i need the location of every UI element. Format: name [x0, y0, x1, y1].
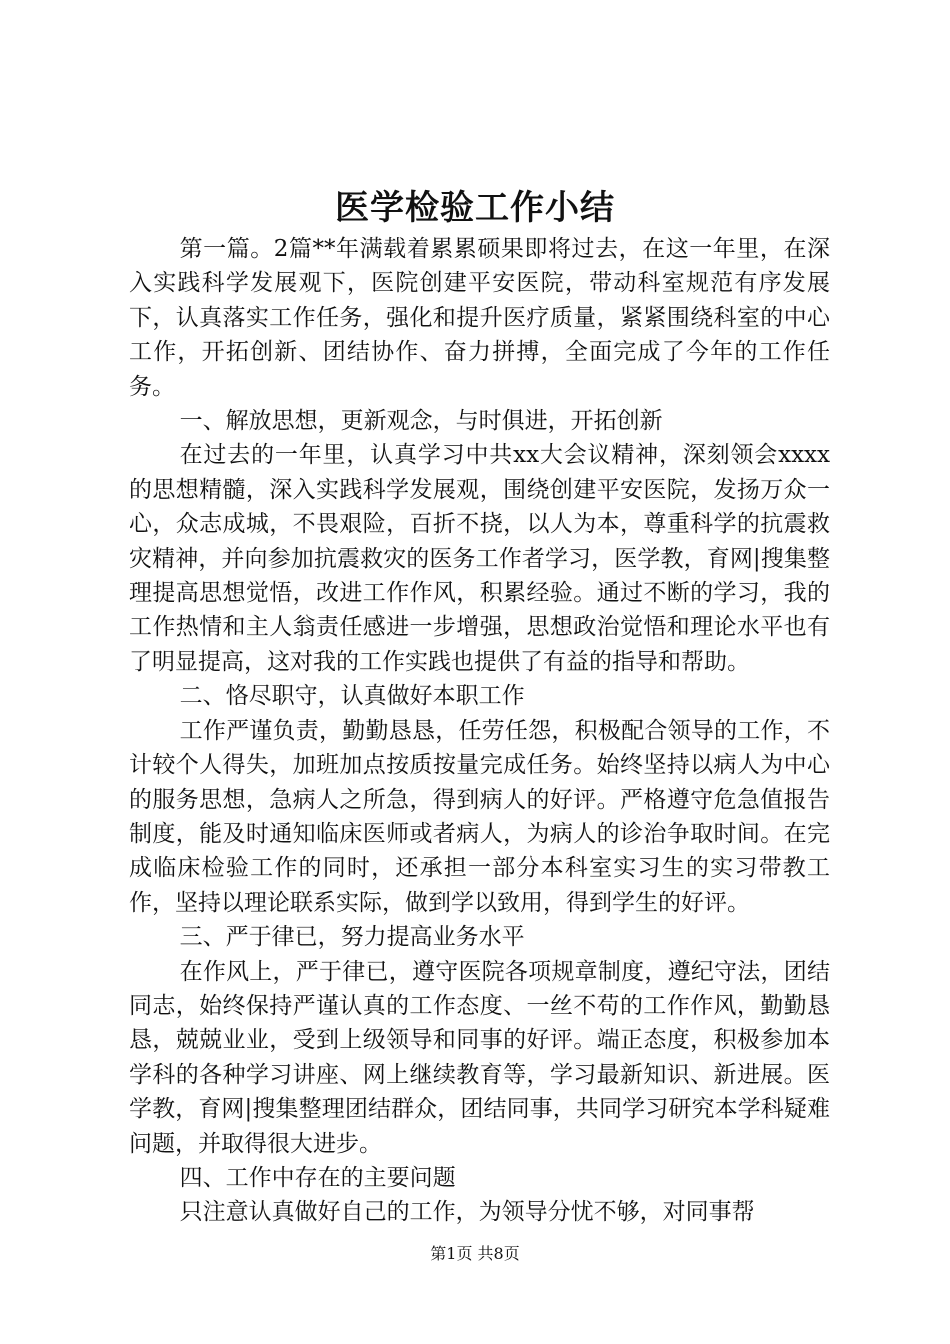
paragraph-section-2: 工作严谨负责，勤勤恳恳，任劳任怨，积极配合领导的工作，不计较个人得失，加班加点按质按量完成任务。始终坚持以病人为中心的服务思想，急病人之所急，得到病人的好评。严格遵守危急值报告制度，能及时通知临床医师或者病人，为病人的诊治争取时间。在完成临床检验工作的同时，还承担一部分本科室实习生的实习带教工作，坚持以理论联系实际，做到学以致用，得到学生的好评。	[129, 717, 830, 916]
document-title: 医学检验工作小结	[335, 188, 615, 228]
section-heading-4: 四、工作中存在的主要问题	[179, 1164, 456, 1191]
paragraph-section-3: 在作风上，严于律已，遵守医院各项规章制度，遵纪守法，团结同志，始终保持严谨认真的工作态度、一丝不苟的工作作风，勤勤恳恳，兢兢业业，受到上级领导和同事的好评。端正态度，积极参加本学科的各种学习讲座、网上继续教育等，学习最新知识、新进展。医学教，育网|搜集整理团结群众，团结同事，共同学习研究本学科疑难问题，并取得很大进步。	[129, 958, 830, 1157]
section-heading-3: 三、严于律已，努力提高业务水平	[179, 924, 525, 951]
section-heading-2: 二、恪尽职守，认真做好本职工作	[179, 683, 525, 710]
paragraph-intro: 第一篇。2篇**年满载着累累硕果即将过去，在这一年里，在深入实践科学发展观下，医院创建平安医院，带动科室规范有序发展下，认真落实工作任务，强化和提升医疗质量，紧紧围绕科室的中心工作，开拓创新、团结协作、奋力拼搏，全面完成了今年的工作任务。	[129, 236, 830, 400]
document-body	[129, 232, 830, 1230]
paragraph-section-1: 在过去的一年里，认真学习中共xx大会议精神，深刻领会xxxx的思想精髓，深入实践科学发展观，围绕创建平安医院，发扬万众一心，众志成城，不畏艰险，百折不挠，以人为本，尊重科学的抗震救灾精神，并向参加抗震救灾的医务工作者学习，医学教，育网|搜集整理提高思想觉悟，改进工作作风，积累经验。通过不断的学习，我的工作热情和主人翁责任感进一步增强，思想政治觉悟和理论水平也有了明显提高，这对我的工作实践也提供了有益的指导和帮助。	[129, 442, 830, 675]
section-heading-1: 一、解放思想，更新观念，与时俱进，开拓创新	[179, 408, 663, 435]
page-footer: 第1页 共8页	[430, 1244, 520, 1263]
paragraph-section-4: 只注意认真做好自己的工作，为领导分忧不够，对同事帮	[179, 1199, 755, 1226]
